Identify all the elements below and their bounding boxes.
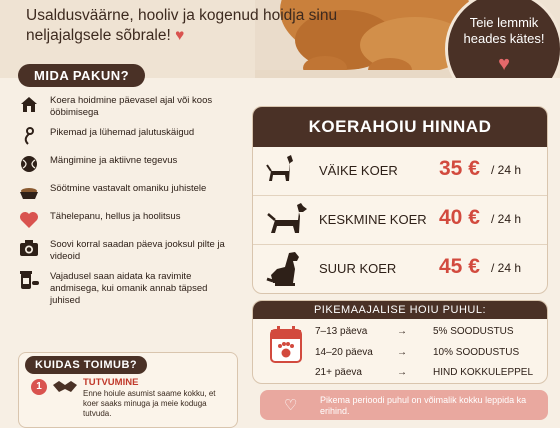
trust-badge (445, 0, 560, 78)
discount-value: 10% SOODUSTUS (433, 347, 520, 358)
list-item (18, 153, 236, 175)
price-value: 35 € (439, 157, 480, 180)
list-item (18, 209, 236, 231)
how-title: KUIDAS TOIMUB? (25, 356, 147, 374)
size-label: SUUR KOER (319, 261, 397, 276)
heart-outline-icon: ♡ (284, 397, 298, 414)
arrow-icon: → (397, 367, 407, 378)
arrow-icon: → (397, 347, 407, 358)
discount-value: 5% SOODUSTUS (433, 326, 514, 337)
offer-text: Soovi korral saadan päeva jooksul pilte ja videoid (50, 239, 225, 262)
heart-icon: ♥ (175, 27, 185, 44)
offer-text: Mängimine ja aktiivne tegevus (50, 155, 178, 166)
medium-dog-icon (265, 202, 309, 243)
price-period: / 24 h (491, 212, 522, 226)
small-dog-icon (265, 153, 299, 194)
list-item (18, 269, 236, 307)
calendar-paw-icon (269, 325, 303, 370)
offer-title: MIDA PAKUN? (18, 64, 145, 87)
price-value: 45 € (439, 255, 480, 278)
offer-section (18, 64, 236, 313)
offer-text: Vajadusel saan aidata ka ravimite andmisega, kui omanik annab täpsed juhised (50, 271, 208, 306)
leash-icon (18, 125, 40, 147)
long-term-title: PIKEMAAJALISE HOIU PUHUL: (253, 301, 547, 319)
offer-text: Tähelepanu, hellus ja hoolitsus (50, 211, 181, 222)
note-text: Pikema perioodi puhul on võimalik kokku leppida ka erihind. (320, 395, 527, 416)
step-number: 1 (31, 379, 47, 395)
discount-value: HIND KOKKULEPPEL (433, 367, 534, 378)
price-row (253, 196, 547, 245)
special-price-note (260, 390, 548, 420)
food-bowl-icon (18, 181, 40, 203)
heart-icon (18, 209, 40, 231)
discount-days: 7–13 päeva (315, 326, 368, 337)
heart-icon: ♥ (498, 53, 510, 75)
price-value: 40 € (439, 206, 480, 229)
discount-days: 14–20 päeva (315, 347, 373, 358)
discount-days: 21+ päeva (315, 367, 362, 378)
size-label: KESKMINE KOER (319, 212, 427, 227)
offer-list (18, 93, 236, 307)
step-title: TUTVUMINE (83, 377, 139, 388)
medicine-icon (18, 269, 40, 291)
handshake-icon (51, 377, 79, 402)
ball-icon (18, 153, 40, 175)
price-period: / 24 h (491, 261, 522, 275)
price-period: / 24 h (491, 163, 522, 177)
price-card (252, 106, 548, 294)
price-row (253, 147, 547, 196)
offer-text: Koera hoidmine päevasel ajal või koos ööbimisega (50, 95, 213, 118)
offer-text: Söötmine vastavalt omaniku juhistele (50, 183, 207, 194)
list-item (18, 125, 236, 147)
offer-text: Pikemad ja lühemad jalutuskäigud (50, 127, 195, 138)
how-it-works-section (18, 352, 238, 428)
list-item (18, 93, 236, 119)
list-item (18, 237, 236, 263)
size-label: VÄIKE KOER (319, 163, 398, 178)
hero-tagline-text: Usaldusväärne, hooliv ja kogenud hoidja sinu neljajalgsele sõbrale! (26, 7, 338, 44)
house-icon (18, 93, 40, 115)
hero-tagline (26, 6, 426, 46)
price-title: KOERAHOIU HINNAD (253, 107, 547, 147)
step-description: Enne hoiule asumist saame kokku, et koer saaks minuga ja meie koduga tutvuda. (83, 389, 216, 418)
arrow-icon: → (397, 326, 407, 337)
list-item (18, 181, 236, 203)
price-row (253, 245, 547, 294)
long-term-card (252, 300, 548, 384)
camera-icon (18, 237, 40, 259)
large-dog-icon (265, 251, 309, 294)
badge-text: Teie lemmik heades kätes! (463, 15, 545, 46)
